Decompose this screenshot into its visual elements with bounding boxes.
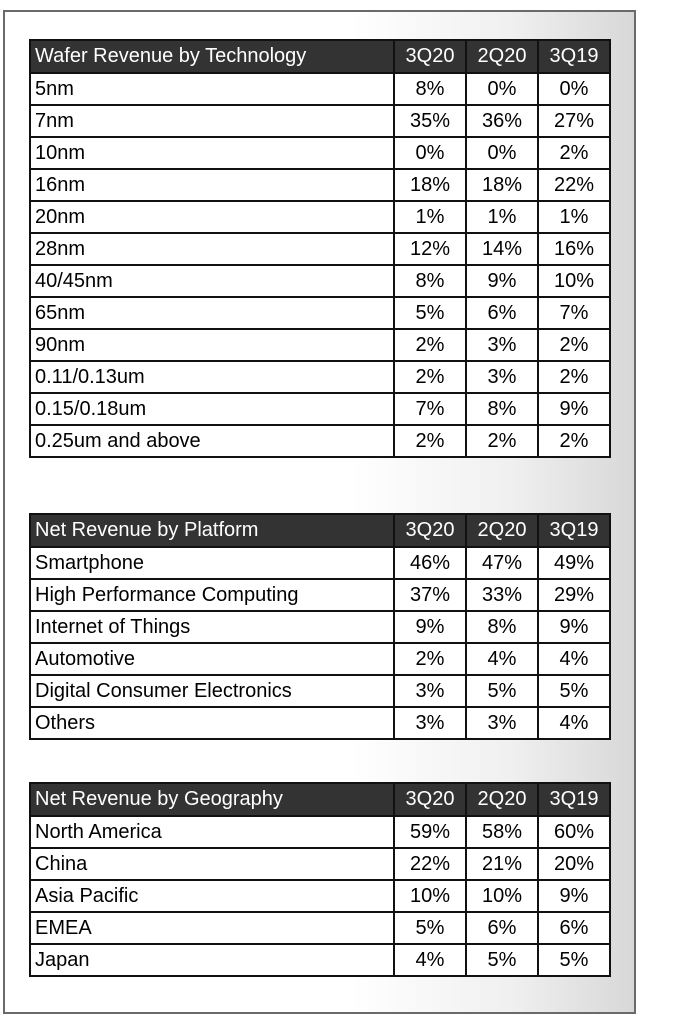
- table-header-row: [30, 783, 610, 816]
- row-label: 16nm: [30, 169, 394, 201]
- wafer-revenue-by-technology-table: [29, 39, 611, 458]
- table-row: [30, 137, 610, 169]
- row-value-3q20: 22%: [394, 848, 466, 880]
- row-value-3q20: 18%: [394, 169, 466, 201]
- table-row: [30, 297, 610, 329]
- row-value-2q20: 9%: [466, 265, 538, 297]
- row-value-2q20: 5%: [466, 675, 538, 707]
- row-label: China: [30, 848, 394, 880]
- row-value-3q20: 5%: [394, 912, 466, 944]
- table-row: [30, 105, 610, 137]
- row-value-3q19: 9%: [538, 880, 610, 912]
- row-value-2q20: 14%: [466, 233, 538, 265]
- period-header: 3Q20: [394, 783, 466, 816]
- row-value-2q20: 5%: [466, 944, 538, 976]
- row-value-3q19: 2%: [538, 329, 610, 361]
- row-label: Smartphone: [30, 547, 394, 579]
- row-value-2q20: 10%: [466, 880, 538, 912]
- row-label: Digital Consumer Electronics: [30, 675, 394, 707]
- table-row: [30, 329, 610, 361]
- row-label: EMEA: [30, 912, 394, 944]
- row-value-3q19: 22%: [538, 169, 610, 201]
- row-label: High Performance Computing: [30, 579, 394, 611]
- row-value-3q20: 4%: [394, 944, 466, 976]
- row-value-3q19: 6%: [538, 912, 610, 944]
- table-row: [30, 611, 610, 643]
- row-value-3q20: 37%: [394, 579, 466, 611]
- period-header: 2Q20: [466, 514, 538, 547]
- row-label: 5nm: [30, 73, 394, 105]
- table-header-row: [30, 40, 610, 73]
- table-row: [30, 547, 610, 579]
- row-value-2q20: 47%: [466, 547, 538, 579]
- row-value-3q19: 9%: [538, 393, 610, 425]
- row-value-3q20: 2%: [394, 643, 466, 675]
- table-row: [30, 816, 610, 848]
- table-title: Net Revenue by Platform: [30, 514, 394, 547]
- row-label: 28nm: [30, 233, 394, 265]
- row-value-2q20: 58%: [466, 816, 538, 848]
- table-row: [30, 912, 610, 944]
- row-value-2q20: 4%: [466, 643, 538, 675]
- row-value-3q20: 5%: [394, 297, 466, 329]
- row-value-3q20: 2%: [394, 425, 466, 457]
- row-value-3q20: 7%: [394, 393, 466, 425]
- row-label: Asia Pacific: [30, 880, 394, 912]
- row-value-3q19: 16%: [538, 233, 610, 265]
- row-value-3q20: 3%: [394, 675, 466, 707]
- row-value-3q19: 2%: [538, 137, 610, 169]
- table-row: [30, 707, 610, 739]
- row-value-2q20: 21%: [466, 848, 538, 880]
- table-row: [30, 848, 610, 880]
- row-value-3q19: 5%: [538, 675, 610, 707]
- period-header: 3Q19: [538, 514, 610, 547]
- table-title: Wafer Revenue by Technology: [30, 40, 394, 73]
- row-label: 0.25um and above: [30, 425, 394, 457]
- row-label: 0.11/0.13um: [30, 361, 394, 393]
- row-value-3q20: 8%: [394, 265, 466, 297]
- table-header-row: [30, 514, 610, 547]
- row-value-3q19: 27%: [538, 105, 610, 137]
- period-header: 2Q20: [466, 40, 538, 73]
- row-value-3q20: 2%: [394, 329, 466, 361]
- row-value-3q19: 1%: [538, 201, 610, 233]
- table-row: [30, 643, 610, 675]
- net-revenue-by-geography-table: [29, 782, 611, 977]
- row-value-3q20: 3%: [394, 707, 466, 739]
- table-row: [30, 880, 610, 912]
- row-value-2q20: 3%: [466, 361, 538, 393]
- row-value-2q20: 6%: [466, 297, 538, 329]
- row-value-2q20: 36%: [466, 105, 538, 137]
- table-row: [30, 201, 610, 233]
- row-label: 65nm: [30, 297, 394, 329]
- period-header: 3Q19: [538, 40, 610, 73]
- table-row: [30, 169, 610, 201]
- row-value-3q19: 0%: [538, 73, 610, 105]
- row-value-3q20: 46%: [394, 547, 466, 579]
- row-value-3q20: 0%: [394, 137, 466, 169]
- row-value-2q20: 0%: [466, 137, 538, 169]
- row-value-3q20: 8%: [394, 73, 466, 105]
- table-row: [30, 425, 610, 457]
- row-value-3q19: 10%: [538, 265, 610, 297]
- row-value-2q20: 8%: [466, 393, 538, 425]
- row-value-3q19: 4%: [538, 707, 610, 739]
- row-value-3q19: 7%: [538, 297, 610, 329]
- row-value-3q19: 9%: [538, 611, 610, 643]
- period-header: 3Q20: [394, 514, 466, 547]
- row-value-3q20: 35%: [394, 105, 466, 137]
- table-row: [30, 675, 610, 707]
- row-label: North America: [30, 816, 394, 848]
- table-row: [30, 361, 610, 393]
- row-value-2q20: 0%: [466, 73, 538, 105]
- row-label: Internet of Things: [30, 611, 394, 643]
- row-value-3q19: 2%: [538, 425, 610, 457]
- row-label: 90nm: [30, 329, 394, 361]
- row-value-2q20: 1%: [466, 201, 538, 233]
- row-value-2q20: 2%: [466, 425, 538, 457]
- row-value-2q20: 8%: [466, 611, 538, 643]
- row-value-3q19: 60%: [538, 816, 610, 848]
- table-row: [30, 73, 610, 105]
- period-header: 3Q20: [394, 40, 466, 73]
- table-row: [30, 265, 610, 297]
- row-label: Automotive: [30, 643, 394, 675]
- row-label: Others: [30, 707, 394, 739]
- row-value-3q19: 49%: [538, 547, 610, 579]
- row-value-3q19: 2%: [538, 361, 610, 393]
- row-label: Japan: [30, 944, 394, 976]
- table-row: [30, 233, 610, 265]
- period-header: 2Q20: [466, 783, 538, 816]
- row-label: 40/45nm: [30, 265, 394, 297]
- table-row: [30, 579, 610, 611]
- row-value-3q19: 29%: [538, 579, 610, 611]
- row-label: 0.15/0.18um: [30, 393, 394, 425]
- row-label: 10nm: [30, 137, 394, 169]
- row-value-3q19: 20%: [538, 848, 610, 880]
- row-value-2q20: 33%: [466, 579, 538, 611]
- row-value-3q19: 5%: [538, 944, 610, 976]
- row-value-3q20: 10%: [394, 880, 466, 912]
- row-value-2q20: 3%: [466, 329, 538, 361]
- row-value-3q19: 4%: [538, 643, 610, 675]
- row-value-3q20: 59%: [394, 816, 466, 848]
- period-header: 3Q19: [538, 783, 610, 816]
- row-value-2q20: 3%: [466, 707, 538, 739]
- row-value-3q20: 1%: [394, 201, 466, 233]
- table-row: [30, 393, 610, 425]
- row-value-3q20: 2%: [394, 361, 466, 393]
- row-value-3q20: 12%: [394, 233, 466, 265]
- row-value-3q20: 9%: [394, 611, 466, 643]
- net-revenue-by-platform-table: [29, 513, 611, 740]
- row-value-2q20: 6%: [466, 912, 538, 944]
- row-label: 7nm: [30, 105, 394, 137]
- table-title: Net Revenue by Geography: [30, 783, 394, 816]
- table-row: [30, 944, 610, 976]
- row-label: 20nm: [30, 201, 394, 233]
- row-value-2q20: 18%: [466, 169, 538, 201]
